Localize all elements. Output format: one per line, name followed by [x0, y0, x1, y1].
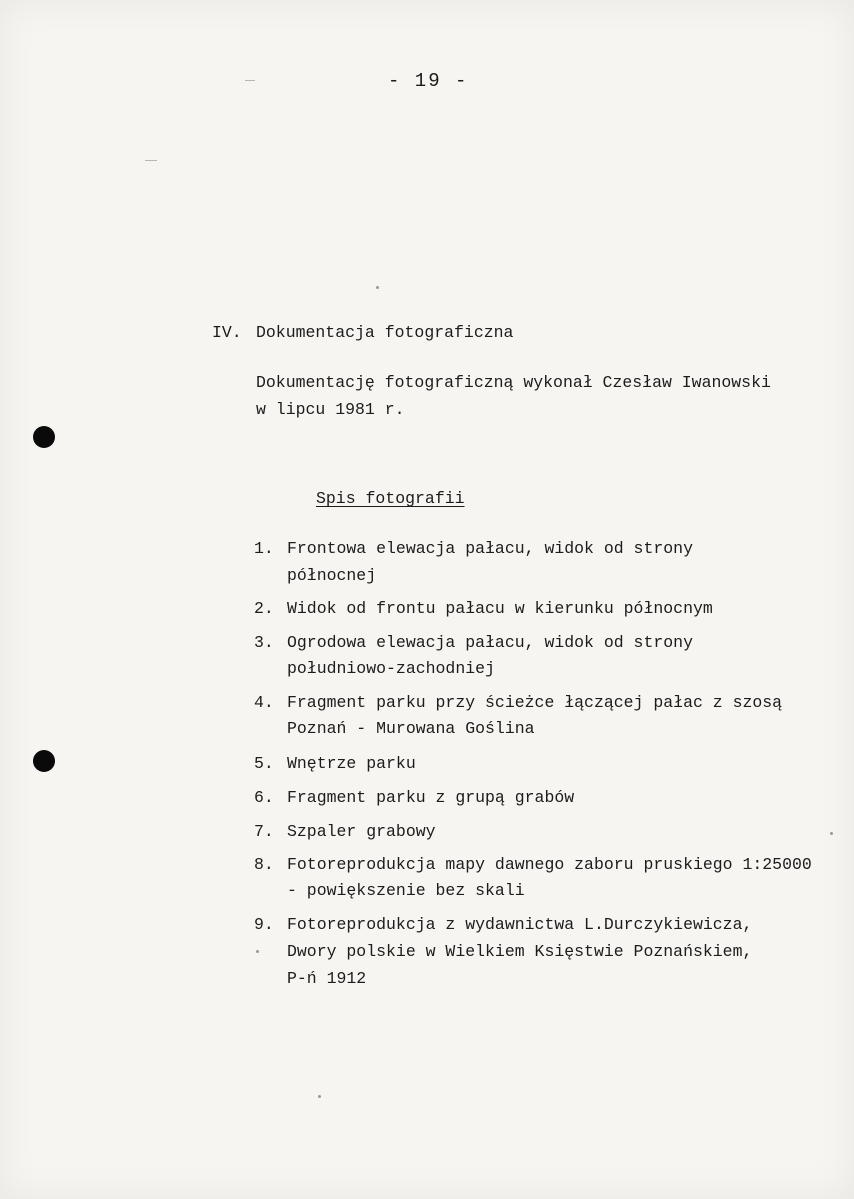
list-item-text: Dwory polskie w Wielkiem Księstwie Poznańskiem,: [287, 942, 753, 961]
list-item-number: 9.: [254, 915, 274, 934]
scan-mark: [245, 80, 255, 81]
list-item-text: Widok od frontu pałacu w kierunku północnym: [287, 599, 713, 618]
list-item-number: 4.: [254, 693, 274, 712]
list-item-number: 1.: [254, 539, 274, 558]
list-item-number: 5.: [254, 754, 274, 773]
list-item-text: Ogrodowa elewacja pałacu, widok od strony: [287, 633, 693, 652]
paragraph-line: w lipcu 1981 r.: [256, 400, 405, 419]
list-item-number: 2.: [254, 599, 274, 618]
scan-speck: [376, 286, 379, 289]
list-item-text: Fragment parku z grupą grabów: [287, 788, 575, 807]
list-item-text: P-ń 1912: [287, 969, 367, 988]
list-item-text: Frontowa elewacja pałacu, widok od strony: [287, 539, 693, 558]
list-item-text: Fotoreprodukcja mapy dawnego zaboru pruskiego 1:25000: [287, 855, 812, 874]
photo-list-title: Spis fotografii: [316, 489, 465, 508]
scan-speck: [830, 832, 833, 835]
list-item-number: 8.: [254, 855, 274, 874]
list-item-text: - powiększenie bez skali: [287, 881, 525, 900]
list-item-number: 6.: [254, 788, 274, 807]
section-number: IV.: [212, 323, 242, 342]
section-title: Dokumentacja fotograficzna: [256, 323, 514, 342]
list-item-text: Wnętrze parku: [287, 754, 416, 773]
punch-hole-bottom: [33, 750, 55, 772]
list-item-text: Poznań - Murowana Goślina: [287, 719, 535, 738]
list-item-number: 7.: [254, 822, 274, 841]
list-item-text: Fragment parku przy ścieżce łączącej pałac z szosą: [287, 693, 783, 712]
scan-speck: [256, 950, 259, 953]
punch-hole-top: [33, 426, 55, 448]
scan-speck: [318, 1095, 321, 1098]
list-item-text: Szpaler grabowy: [287, 822, 436, 841]
list-item-number: 3.: [254, 633, 274, 652]
list-item-text: południowo-zachodniej: [287, 659, 495, 678]
scan-mark: [145, 160, 157, 161]
list-item-text: Fotoreprodukcja z wydawnictwa L.Durczykiewicza,: [287, 915, 753, 934]
page-number: - 19 -: [388, 70, 469, 92]
list-item-text: północnej: [287, 566, 377, 585]
paragraph-line: Dokumentację fotograficzną wykonał Czesław Iwanowski: [256, 373, 771, 392]
